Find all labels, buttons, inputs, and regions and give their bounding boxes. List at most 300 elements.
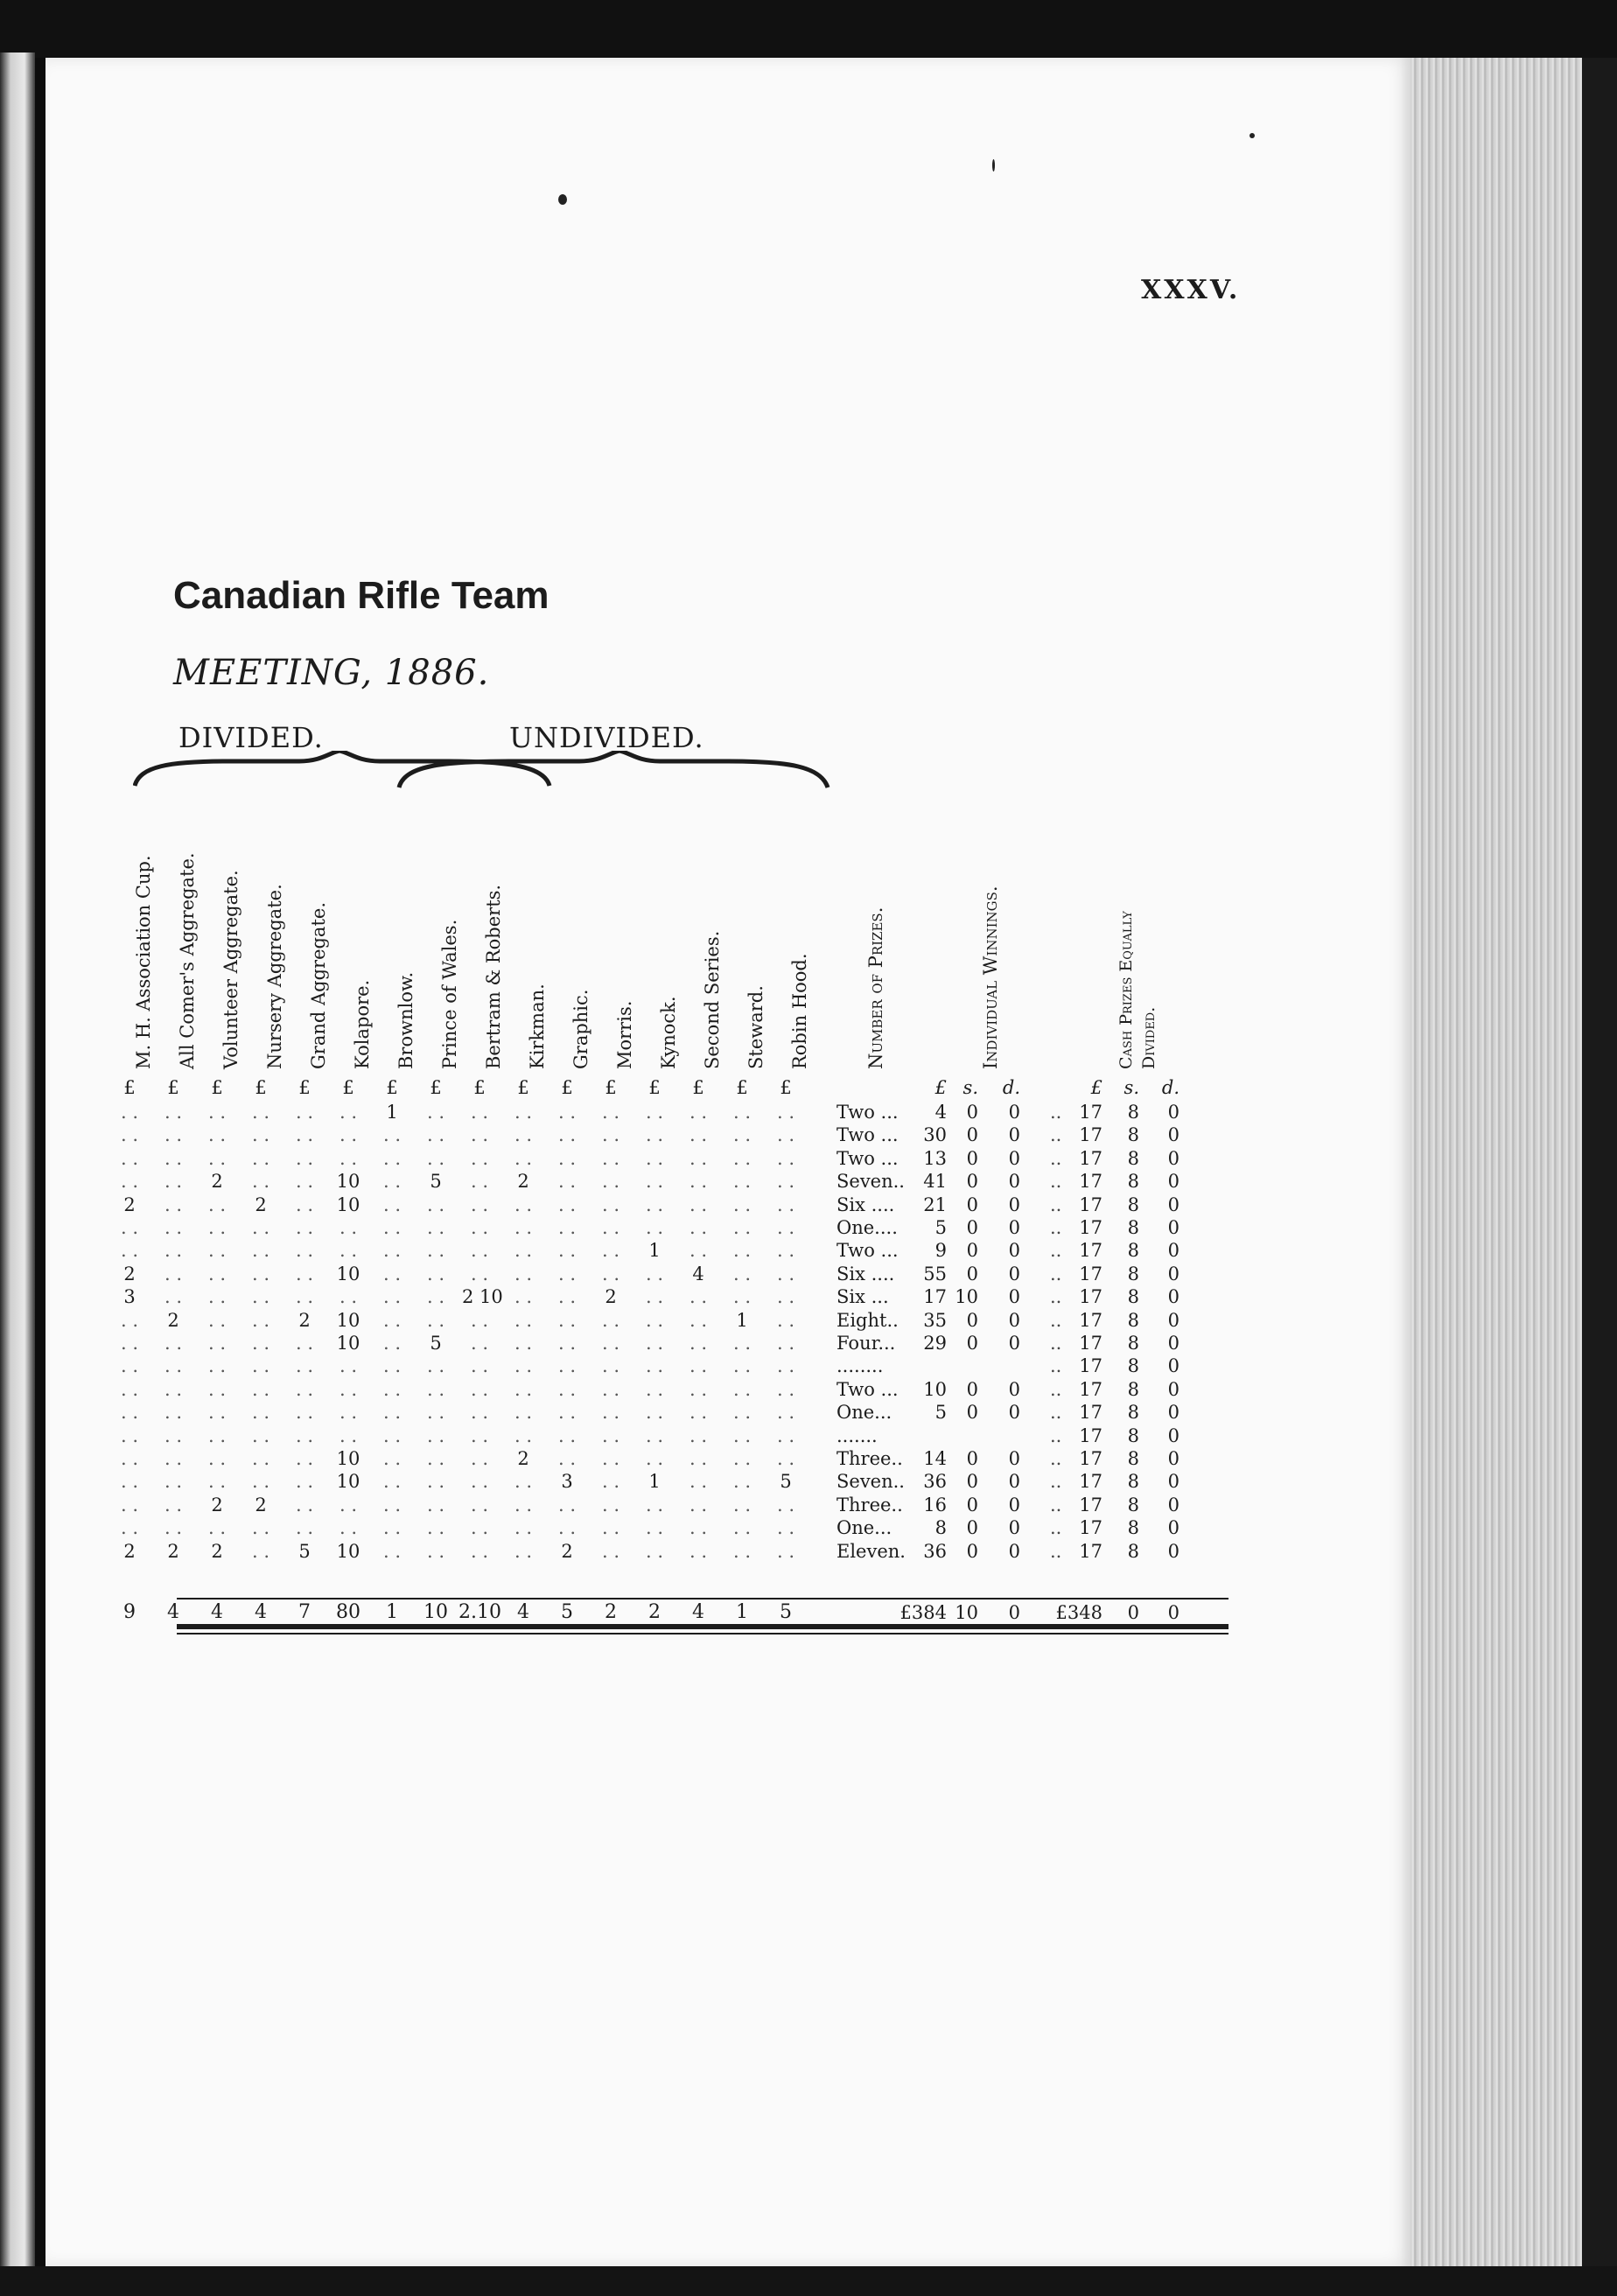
table-cell: . . xyxy=(470,1147,489,1169)
winning-amount: 0 xyxy=(1008,1540,1020,1562)
table-cell: 5 xyxy=(430,1333,442,1354)
table-cell: . . xyxy=(601,1263,620,1284)
total-cell: 2 xyxy=(605,1601,617,1623)
cash-amount: 8 xyxy=(1127,1378,1139,1400)
table-cell: . . xyxy=(732,1240,752,1262)
cash-amount: 0 xyxy=(1167,1378,1180,1400)
winning-amount: 10 xyxy=(955,1286,978,1308)
table-cell: . . xyxy=(295,1217,314,1238)
table-cell: . . xyxy=(120,1402,139,1424)
table-cell: . . xyxy=(339,1217,358,1238)
table-cell: . . xyxy=(557,1333,577,1354)
winning-amount: 0 xyxy=(966,1333,978,1354)
table-cell: . . xyxy=(470,1309,489,1331)
cash-amount: 8 xyxy=(1127,1171,1139,1193)
table-cell: . . xyxy=(645,1263,664,1284)
table-cell: . . xyxy=(470,1194,489,1215)
column-header-label: Kolapore. xyxy=(352,979,373,1069)
table-cell: . . xyxy=(514,1517,533,1539)
leader-dots: .. xyxy=(1050,1124,1062,1146)
column-header xyxy=(385,810,422,1069)
money-unit: s. xyxy=(1124,1077,1139,1098)
pound-sign: £ xyxy=(430,1077,442,1098)
leader-dots: .. xyxy=(1050,1194,1062,1215)
table-cell: . . xyxy=(514,1309,533,1331)
table-cell: . . xyxy=(295,1194,314,1215)
table-cell: . . xyxy=(470,1448,489,1469)
cash-amount: 0 xyxy=(1167,1124,1180,1146)
table-cell: . . xyxy=(470,1402,489,1424)
table-cell: . . xyxy=(514,1102,533,1123)
table-cell: . . xyxy=(645,1355,664,1377)
table-cell: . . xyxy=(251,1286,270,1308)
table-cell: . . xyxy=(207,1263,227,1284)
column-header-label: Grand Aggregate. xyxy=(308,902,329,1069)
winning-amount: 36 xyxy=(923,1540,947,1562)
winning-amount: 5 xyxy=(934,1217,947,1238)
table-cell: . . xyxy=(514,1378,533,1400)
cash-amount: 0 xyxy=(1167,1263,1180,1284)
table-cell: . . xyxy=(382,1147,402,1169)
table-cell: . . xyxy=(251,1171,270,1193)
table-cell: . . xyxy=(470,1217,489,1238)
table-cell: . . xyxy=(732,1540,752,1562)
table-cell: 1 xyxy=(648,1471,661,1493)
winning-amount: 5 xyxy=(934,1402,947,1424)
table-cell: . . xyxy=(120,1147,139,1169)
table-cell: . . xyxy=(339,1402,358,1424)
column-header xyxy=(298,810,334,1069)
table-cell: . . xyxy=(164,1355,183,1377)
table-cell: . . xyxy=(120,1171,139,1193)
total-cell: 2.10 xyxy=(458,1601,501,1623)
table-cell: . . xyxy=(689,1102,708,1123)
table-cell: . . xyxy=(514,1124,533,1146)
table-cell: . . xyxy=(295,1355,314,1377)
table-cell: . . xyxy=(601,1147,620,1169)
table-cell: . . xyxy=(645,1171,664,1193)
table-cell: . . xyxy=(120,1333,139,1354)
table-cell: . . xyxy=(426,1263,445,1284)
table-cell: . . xyxy=(776,1424,795,1446)
table-cell: . . xyxy=(382,1540,402,1562)
table-cell: . . xyxy=(776,1147,795,1169)
table-cell: . . xyxy=(514,1540,533,1562)
table-cell: . . xyxy=(645,1378,664,1400)
table-cell: . . xyxy=(470,1517,489,1539)
winning-amount: 0 xyxy=(966,1402,978,1424)
table-cell: 4 xyxy=(692,1263,704,1284)
table-cell: . . xyxy=(732,1517,752,1539)
table-cell: . . xyxy=(251,1263,270,1284)
table-cell: 10 xyxy=(336,1540,360,1562)
table-cell: . . xyxy=(557,1448,577,1469)
table-cell: . . xyxy=(601,1402,620,1424)
total-cell: 10 xyxy=(424,1601,448,1623)
table-cell: . . xyxy=(601,1424,620,1446)
total-cell: 1 xyxy=(386,1601,398,1623)
cash-amount: 8 xyxy=(1127,1286,1139,1308)
winning-amount: 17 xyxy=(923,1286,947,1308)
total-winnings: £384 xyxy=(900,1602,947,1623)
winning-amount: 0 xyxy=(1008,1471,1020,1493)
cash-amount: 8 xyxy=(1127,1540,1139,1562)
money-unit: d. xyxy=(1002,1077,1020,1098)
cash-amount: 17 xyxy=(1079,1263,1102,1284)
table-cell: . . xyxy=(251,1240,270,1262)
pound-sign: £ xyxy=(342,1077,354,1098)
table-cell: . . xyxy=(164,1194,183,1215)
cash-amount: 0 xyxy=(1167,1333,1180,1354)
table-cell: . . xyxy=(339,1240,358,1262)
column-header-label: Volunteer Aggregate. xyxy=(220,870,242,1069)
leader-dots: .. xyxy=(1050,1355,1062,1377)
table-cell: . . xyxy=(164,1217,183,1238)
table-cell: . . xyxy=(207,1240,227,1262)
table-cell: . . xyxy=(645,1124,664,1146)
table-cell: . . xyxy=(251,1102,270,1123)
prize-count: One... xyxy=(836,1402,892,1424)
table-cell: . . xyxy=(514,1424,533,1446)
table-cell: . . xyxy=(251,1217,270,1238)
table-cell: . . xyxy=(514,1494,533,1516)
winning-amount: 0 xyxy=(966,1194,978,1215)
table-cell: . . xyxy=(382,1424,402,1446)
table-cell: 10 xyxy=(336,1194,360,1215)
cash-amount: 17 xyxy=(1079,1355,1102,1377)
winning-amount: 0 xyxy=(1008,1124,1020,1146)
table-cell: 2 xyxy=(211,1540,223,1562)
money-unit: £ xyxy=(934,1077,947,1098)
table-cell: . . xyxy=(207,1471,227,1493)
cash-amount: 17 xyxy=(1079,1217,1102,1238)
table-cell: . . xyxy=(601,1240,620,1262)
table-cell: . . xyxy=(732,1402,752,1424)
cash-amount: 17 xyxy=(1079,1448,1102,1469)
table-cell: . . xyxy=(689,1240,708,1262)
total-cell: 2 xyxy=(648,1601,661,1623)
table-cell: . . xyxy=(776,1378,795,1400)
total-cell: 80 xyxy=(336,1601,360,1623)
table-cell: . . xyxy=(339,1517,358,1539)
table-cell: . . xyxy=(120,1355,139,1377)
cash-amount: 0 xyxy=(1167,1517,1180,1539)
table-cell: . . xyxy=(470,1540,489,1562)
table-cell: . . xyxy=(339,1286,358,1308)
table-cell: . . xyxy=(557,1240,577,1262)
prize-count: Six ... xyxy=(836,1286,889,1308)
winnings-header xyxy=(970,810,1006,1069)
table-cell: . . xyxy=(207,1309,227,1331)
winning-amount: 0 xyxy=(966,1217,978,1238)
cash-header-1-label: Cash Prizes Equally xyxy=(1116,911,1136,1069)
table-cell: . . xyxy=(164,1286,183,1308)
table-cell: . . xyxy=(601,1355,620,1377)
table-cell: . . xyxy=(689,1194,708,1215)
table-cell: . . xyxy=(295,1494,314,1516)
table-cell: 2 xyxy=(255,1194,267,1215)
pound-sign: £ xyxy=(605,1077,617,1098)
cash-amount: 0 xyxy=(1167,1217,1180,1238)
table-cell: . . xyxy=(732,1171,752,1193)
table-cell: . . xyxy=(207,1333,227,1354)
leader-dots: .. xyxy=(1050,1240,1062,1262)
winning-amount: 9 xyxy=(934,1240,947,1262)
table-cell: . . xyxy=(295,1333,314,1354)
winning-amount: 0 xyxy=(1008,1240,1020,1262)
column-header xyxy=(604,810,640,1069)
table-cell: 10 xyxy=(336,1309,360,1331)
table-cell: . . xyxy=(251,1333,270,1354)
prizes-header xyxy=(855,810,892,1069)
table-cell: . . xyxy=(645,1217,664,1238)
winning-amount: 0 xyxy=(966,1517,978,1539)
cash-amount: 8 xyxy=(1127,1217,1139,1238)
table-cell: . . xyxy=(207,1402,227,1424)
table-cell: . . xyxy=(689,1424,708,1446)
table-cell: . . xyxy=(557,1147,577,1169)
table-cell: . . xyxy=(207,1355,227,1377)
table-cell: . . xyxy=(470,1378,489,1400)
table-cell: . . xyxy=(164,1494,183,1516)
table-cell: . . xyxy=(776,1240,795,1262)
column-header xyxy=(691,810,728,1069)
cash-amount: 0 xyxy=(1167,1194,1180,1215)
pound-sign: £ xyxy=(298,1077,311,1098)
table-cell: . . xyxy=(251,1355,270,1377)
cash-amount: 17 xyxy=(1079,1171,1102,1193)
winning-amount: 0 xyxy=(966,1448,978,1469)
table-cell: . . xyxy=(645,1333,664,1354)
cash-amount: 17 xyxy=(1079,1471,1102,1493)
leader-dots: .. xyxy=(1050,1102,1062,1123)
column-header-label: Bertram & Roberts. xyxy=(483,884,504,1069)
table-cell: 10 xyxy=(336,1263,360,1284)
column-header xyxy=(779,810,816,1069)
table-cell: . . xyxy=(514,1217,533,1238)
table-cell: . . xyxy=(382,1402,402,1424)
table-cell: 2 xyxy=(167,1309,179,1331)
winning-amount: 0 xyxy=(1008,1333,1020,1354)
table-cell: . . xyxy=(689,1124,708,1146)
table-cell: . . xyxy=(689,1494,708,1516)
table-cell: . . xyxy=(776,1194,795,1215)
pound-sign: £ xyxy=(648,1077,661,1098)
cash-amount: 17 xyxy=(1079,1424,1102,1446)
table-cell: . . xyxy=(732,1124,752,1146)
winning-amount: 0 xyxy=(966,1471,978,1493)
table-cell: . . xyxy=(382,1124,402,1146)
total-cell: 4 xyxy=(167,1601,179,1623)
table-cell: . . xyxy=(645,1448,664,1469)
table-cell: . . xyxy=(426,1402,445,1424)
table-cell: . . xyxy=(164,1102,183,1123)
prize-count: Two ... xyxy=(836,1102,899,1123)
winning-amount: 0 xyxy=(1008,1494,1020,1516)
table-cell: . . xyxy=(382,1355,402,1377)
table-cell: . . xyxy=(164,1171,183,1193)
table-cell: 1 xyxy=(648,1240,661,1262)
table-cell: . . xyxy=(557,1494,577,1516)
table-cell: . . xyxy=(251,1309,270,1331)
cash-amount: 0 xyxy=(1167,1147,1180,1169)
pound-sign: £ xyxy=(561,1077,573,1098)
leader-dots: .. xyxy=(1050,1263,1062,1284)
table-cell: . . xyxy=(164,1448,183,1469)
table-cell: . . xyxy=(601,1102,620,1123)
table-cell: . . xyxy=(120,1309,139,1331)
table-cell: . . xyxy=(295,1263,314,1284)
table-cell: . . xyxy=(732,1378,752,1400)
table-cell: . . xyxy=(207,1424,227,1446)
pound-sign: £ xyxy=(473,1077,486,1098)
cash-amount: 17 xyxy=(1079,1147,1102,1169)
column-header-label: Kirkman. xyxy=(527,984,548,1069)
column-header xyxy=(254,810,290,1069)
prize-count: Eleven. xyxy=(836,1540,906,1562)
table-cell: . . xyxy=(776,1355,795,1377)
winning-amount: 0 xyxy=(1008,1402,1020,1424)
table-cell: . . xyxy=(470,1333,489,1354)
winning-amount: 0 xyxy=(966,1147,978,1169)
table-cell: . . xyxy=(645,1402,664,1424)
table-cell: . . xyxy=(776,1333,795,1354)
table-cell: . . xyxy=(251,1147,270,1169)
table-cell: . . xyxy=(689,1333,708,1354)
total-cell: 4 xyxy=(692,1601,704,1623)
prize-count: Four... xyxy=(836,1333,896,1354)
total-winnings: 10 xyxy=(955,1602,978,1623)
table-cell: . . xyxy=(776,1263,795,1284)
total-cell: 1 xyxy=(736,1601,748,1623)
cash-amount: 17 xyxy=(1079,1309,1102,1331)
pound-sign: £ xyxy=(386,1077,398,1098)
table-cell: . . xyxy=(295,1517,314,1539)
cash-amount: 8 xyxy=(1127,1471,1139,1493)
table-cell: . . xyxy=(164,1517,183,1539)
table-cell: . . xyxy=(426,1378,445,1400)
table-cell: . . xyxy=(382,1494,402,1516)
cash-amount: 8 xyxy=(1127,1124,1139,1146)
table-cell: . . xyxy=(689,1309,708,1331)
prize-count: Seven.. xyxy=(836,1171,905,1193)
table-cell: 2 10 xyxy=(462,1286,503,1308)
column-header-label: Graphic. xyxy=(570,989,592,1069)
leader-dots: .. xyxy=(1050,1494,1062,1516)
table-cell: . . xyxy=(164,1402,183,1424)
table-cell: . . xyxy=(251,1424,270,1446)
cash-amount: 8 xyxy=(1127,1147,1139,1169)
table-cell: . . xyxy=(164,1424,183,1446)
column-header-label: Robin Hood. xyxy=(789,953,810,1069)
column-header-label: Second Series. xyxy=(702,930,723,1069)
table-cell: . . xyxy=(557,1402,577,1424)
cash-amount: 8 xyxy=(1127,1309,1139,1331)
table-cell: . . xyxy=(164,1124,183,1146)
table-cell: . . xyxy=(557,1424,577,1446)
table-cell: . . xyxy=(732,1355,752,1377)
table-cell: . . xyxy=(557,1517,577,1539)
table-cell: 2 xyxy=(123,1540,136,1562)
column-header xyxy=(341,810,378,1069)
table-cell: . . xyxy=(339,1355,358,1377)
total-cell: 9 xyxy=(123,1601,136,1623)
totals-bottom-rule-thin xyxy=(177,1633,1228,1634)
table-cell: . . xyxy=(426,1194,445,1215)
cash-amount: 8 xyxy=(1127,1263,1139,1284)
table-cell: . . xyxy=(426,1217,445,1238)
total-cell: 4 xyxy=(211,1601,223,1623)
prize-count: Three.. xyxy=(836,1494,903,1516)
table-cell: 5 xyxy=(298,1540,311,1562)
table-cell: . . xyxy=(514,1263,533,1284)
column-header-label: All Comer's Aggregate. xyxy=(177,852,198,1069)
leader-dots: .. xyxy=(1050,1540,1062,1562)
table-cell: . . xyxy=(251,1540,270,1562)
table-cell: . . xyxy=(339,1424,358,1446)
table-cell: . . xyxy=(470,1124,489,1146)
table-cell: . . xyxy=(601,1124,620,1146)
winning-amount: 0 xyxy=(966,1309,978,1331)
cash-amount: 0 xyxy=(1167,1102,1180,1123)
table-cell: . . xyxy=(776,1540,795,1562)
table-cell: . . xyxy=(470,1263,489,1284)
table-cell: . . xyxy=(732,1286,752,1308)
table-cell: . . xyxy=(732,1217,752,1238)
cash-amount: 17 xyxy=(1079,1333,1102,1354)
table-cell: . . xyxy=(295,1378,314,1400)
column-header xyxy=(648,810,684,1069)
money-unit: s. xyxy=(962,1077,978,1098)
winning-amount: 55 xyxy=(923,1263,947,1284)
winning-amount: 0 xyxy=(966,1540,978,1562)
table-cell: . . xyxy=(120,1124,139,1146)
table-cell: . . xyxy=(207,1124,227,1146)
meeting-subheading: MEETING, 1886. xyxy=(173,653,490,693)
table-cell: . . xyxy=(470,1102,489,1123)
money-unit: £ xyxy=(1090,1077,1102,1098)
table-cell: . . xyxy=(207,1102,227,1123)
table-cell: . . xyxy=(645,1424,664,1446)
table-cell: . . xyxy=(120,1240,139,1262)
leader-dots: .. xyxy=(1050,1309,1062,1331)
table-cell: 2 xyxy=(211,1494,223,1516)
table-cell: . . xyxy=(120,1217,139,1238)
cash-amount: 8 xyxy=(1127,1517,1139,1539)
table-cell: . . xyxy=(470,1171,489,1193)
pound-sign: £ xyxy=(736,1077,748,1098)
table-cell: . . xyxy=(601,1471,620,1493)
table-cell: . . xyxy=(207,1517,227,1539)
table-cell: . . xyxy=(382,1448,402,1469)
leader-dots: .. xyxy=(1050,1286,1062,1308)
table-cell: . . xyxy=(426,1124,445,1146)
table-cell: . . xyxy=(732,1424,752,1446)
winning-amount: 21 xyxy=(923,1194,947,1215)
table-cell: . . xyxy=(645,1102,664,1123)
table-cell: . . xyxy=(295,1471,314,1493)
table-cell: . . xyxy=(426,1448,445,1469)
cash-amount: 17 xyxy=(1079,1286,1102,1308)
cash-amount: 0 xyxy=(1167,1402,1180,1424)
totals-top-rule xyxy=(177,1598,1228,1600)
table-cell: . . xyxy=(207,1217,227,1238)
cash-amount: 0 xyxy=(1167,1424,1180,1446)
winning-amount: 35 xyxy=(923,1309,947,1331)
prize-count: One.... xyxy=(836,1217,898,1238)
leader-dots: .. xyxy=(1050,1333,1062,1354)
table-cell: . . xyxy=(382,1240,402,1262)
